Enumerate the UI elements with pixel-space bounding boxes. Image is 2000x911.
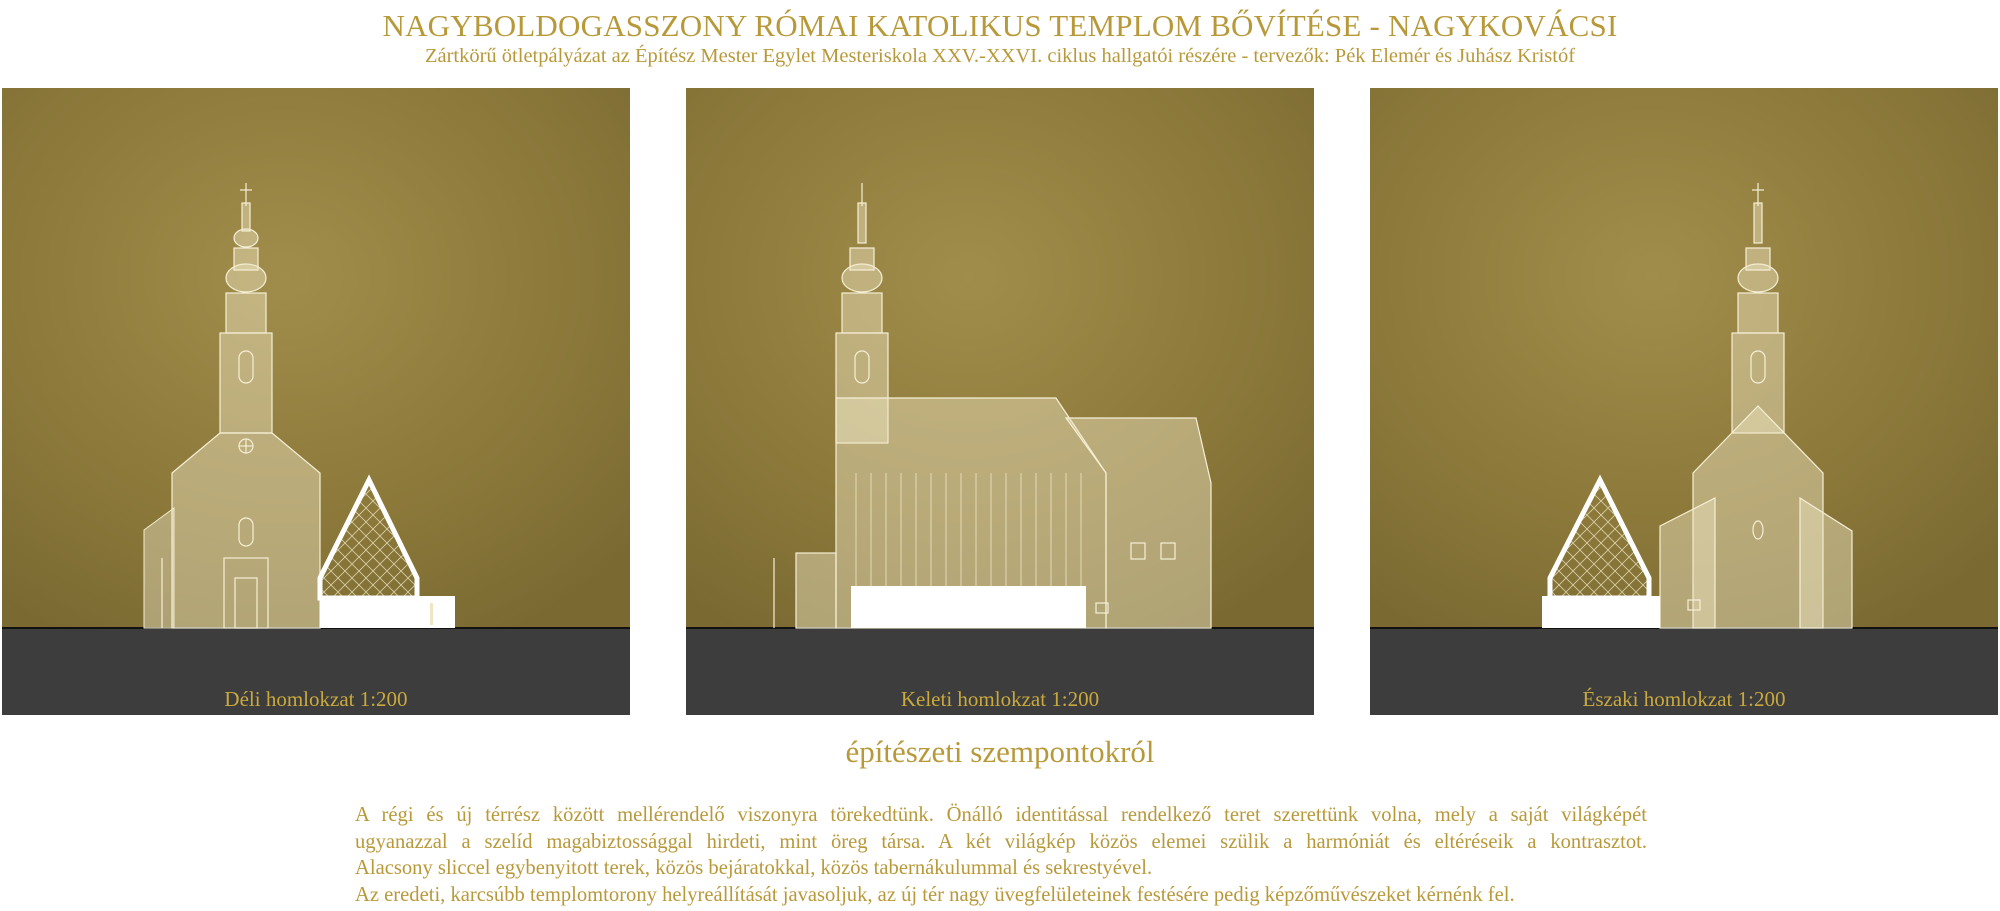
elevation-drawing-north (1370, 88, 1998, 715)
body-line: Alacsony sliccel egybenyitott terek, közös bejáratokkal, közös tabernákulummal és sekrestyével. (355, 857, 1153, 879)
body-line: ugyanazzal a szelíd magabiztossággal hirdeti, mint öreg társa. A két világkép közös elemei szülik a harmóniát és eltéréseik a kontrasztot. (355, 830, 1647, 853)
elevation-panel-east (686, 88, 1314, 715)
elevation-label-north: Északi homlokzat 1:200 (1582, 687, 1786, 711)
elevation-drawing-east (686, 88, 1314, 715)
body-line: Az eredeti, karcsúbb templomtorony helyreállítását javasoljuk, az új tér nagy üvegfelületeinek festésére pedig képzőművészeket kérnénk fel. (355, 883, 1515, 906)
page-title: NAGYBOLDOGASSZONY RÓMAI KATOLIKUS TEMPLOM BŐVÍTÉSE - NAGYKOVÁCSI (382, 8, 1618, 43)
elevation-panel-north (1370, 88, 1998, 715)
section-heading: építészeti szempontokról (845, 734, 1155, 769)
body-line: A régi és új térrész között mellérendelő viszonyra törekedtünk. Önálló identitással rendelkező teret szerettünk volna, mely a saját világképét (355, 804, 1647, 826)
elevation-drawing-south (2, 88, 630, 715)
elevation-label-east: Keleti homlokzat 1:200 (900, 687, 1100, 711)
elevation-label-south: Déli homlokzat 1:200 (224, 687, 408, 711)
elevation-panel-south (2, 88, 630, 715)
section-body (355, 802, 1647, 908)
page-subtitle: Zártkörű ötletpályázat az Építész Mester Egylet Mesteriskola XXV.-XXVI. ciklus hallgatói részére - tervezők: Pék Elemér és Juhász Kristóf (424, 45, 1576, 67)
